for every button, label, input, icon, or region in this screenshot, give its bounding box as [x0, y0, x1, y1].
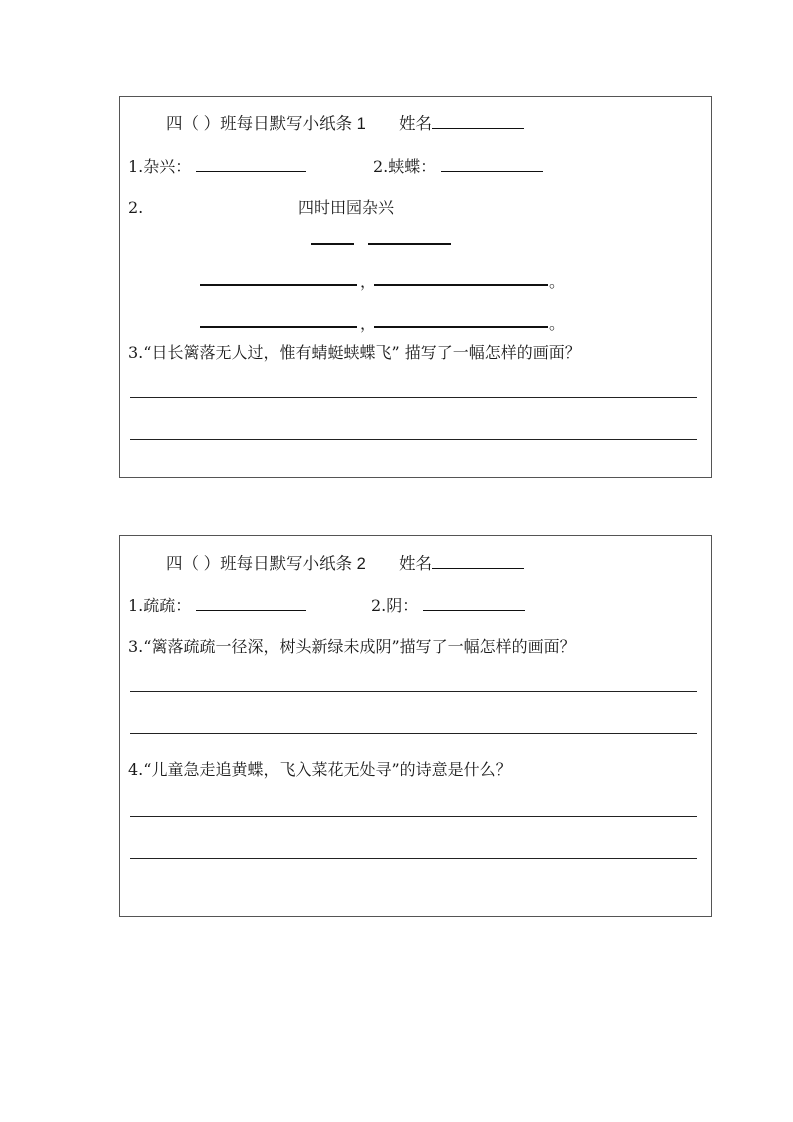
poem-title: 四时田园杂兴	[298, 198, 395, 217]
vocab-label-2: 2.阴：	[371, 596, 419, 615]
answer-line-4[interactable]	[130, 858, 697, 859]
question-3: 3.“篱落疏疏一径深，树头新绿未成阴”描写了一幅怎样的画面？	[128, 637, 576, 656]
name-label: 姓名	[399, 555, 433, 573]
question-4: 4.“儿童急走追黄蝶，飞入菜花无处寻”的诗意是什么？	[128, 760, 512, 779]
answer-line-1[interactable]	[130, 397, 697, 398]
vocab-row	[128, 156, 306, 177]
poem-line-1b[interactable]	[374, 284, 548, 286]
name-blank[interactable]	[432, 113, 524, 129]
author-blank[interactable]	[368, 243, 451, 245]
period: 。	[549, 272, 566, 291]
vocab-row-2	[371, 595, 525, 616]
question-3: 3.“日长篱落无人过，惟有蜻蜓蛱蝶飞” 描写了一幅怎样的画面？	[128, 343, 581, 362]
name-blank[interactable]	[432, 553, 524, 569]
vocab-row	[128, 595, 306, 616]
vocab-label-1: 1.杂兴：	[128, 157, 192, 176]
dictation-slip-2	[119, 535, 712, 917]
poem-line-1a[interactable]	[200, 284, 357, 286]
comma: ，	[360, 272, 377, 291]
vocab-blank-1[interactable]	[196, 156, 306, 172]
slip-title-text: 四（ ）班每日默写小纸条 1	[166, 115, 366, 133]
poem-line-2a[interactable]	[200, 326, 357, 328]
slip-title	[166, 113, 524, 134]
period: 。	[549, 314, 566, 333]
vocab-blank-2[interactable]	[441, 156, 543, 172]
slip-title-text: 四（ ）班每日默写小纸条 2	[166, 555, 366, 573]
dictation-slip-1	[119, 96, 712, 478]
poem-section-number: 2.	[128, 198, 144, 217]
poem-line-2b[interactable]	[374, 326, 548, 328]
answer-line-3[interactable]	[130, 816, 697, 817]
comma: ，	[360, 314, 377, 333]
name-label: 姓名	[399, 115, 433, 133]
answer-line-1[interactable]	[130, 691, 697, 692]
slip-title	[166, 553, 524, 574]
vocab-blank-1[interactable]	[196, 595, 306, 611]
vocab-row-2	[373, 156, 543, 177]
vocab-label-2: 2.蛱蝶：	[373, 157, 437, 176]
answer-line-2[interactable]	[130, 733, 697, 734]
answer-line-2[interactable]	[130, 439, 697, 440]
vocab-label-1: 1.疏疏：	[128, 596, 192, 615]
dynasty-blank[interactable]	[311, 243, 354, 245]
vocab-blank-2[interactable]	[423, 595, 525, 611]
